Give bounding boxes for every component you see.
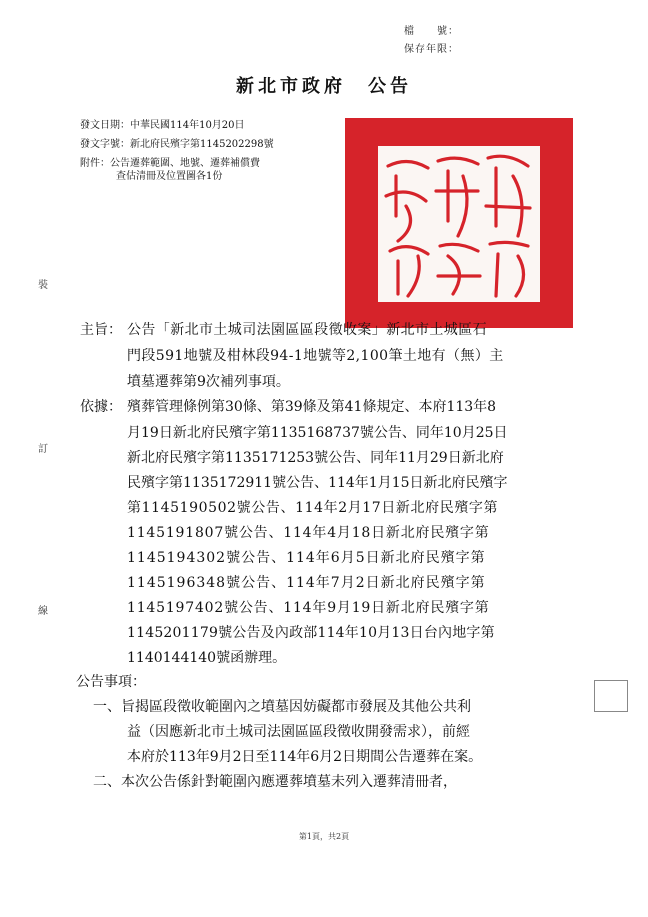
subject-label: 主旨： [80, 322, 122, 338]
basis-line-2: 月19日新北府民殯字第1135168737號公告、同年10月25日 [127, 425, 508, 441]
basis-line-1: 殯葬管理條例第30條、第39條及第41條規定、本府113年8 [127, 399, 497, 415]
subject-line-1: 公告「新北市土城司法園區區段徵收案」新北市土城區石 [127, 322, 487, 338]
basis-line-5: 第1145190502號公告、114年2月17日新北府民殯字第 [127, 500, 499, 516]
basis-label: 依據： [80, 399, 122, 415]
small-stamp [594, 680, 628, 712]
notice-item-1-line-1: 一、旨揭區段徵收範圍內之墳墓因妨礙都市發展及其他公共利 [93, 699, 471, 715]
binding-mark-2: 訂 [38, 444, 48, 455]
subject-line-2: 門段591地號及柑林段94-1地號等2,100筆土地有（無）主 [127, 348, 504, 364]
basis-line-4: 民殯字第1135172911號公告、114年1月15日新北府民殯字 [127, 475, 508, 491]
page-footer: 第1頁，共2頁 [298, 832, 350, 841]
seal-glyphs-icon [378, 146, 540, 302]
notice-item-1-line-3: 本府於113年9月2日至114年6月2日期間公告遷葬在案。 [127, 749, 483, 765]
binding-mark-3: 線 [38, 606, 48, 617]
notice-item-2-line-1: 二、本次公告係針對範圍內應遷葬墳墓未列入遷葬清冊者， [93, 774, 457, 790]
attachment-line-1: 附件：公告遷葬範圍、地號、遷葬補償費 [80, 158, 260, 169]
basis-line-6: 1145191807號公告、114年4月18日新北府民殯字第 [127, 525, 490, 541]
basis-line-3: 新北府民殯字第1135171253號公告、同年11月29日新北府 [127, 450, 504, 466]
notice-label: 公告事項： [76, 674, 146, 690]
subject-line-3: 墳墓遷葬第9次補列事項。 [127, 374, 290, 390]
document-kind: 公告 [368, 76, 412, 97]
basis-line-11: 1140144140號函辦理。 [127, 650, 287, 666]
basis-line-10: 1145201179號公告及內政部114年10月13日台內地字第 [127, 625, 495, 641]
agency-name: 新北市政府 [236, 76, 346, 97]
official-seal [345, 118, 573, 328]
binding-mark-1: 裝 [38, 280, 48, 291]
basis-line-9: 1145197402號公告、114年9月19日新北府民殯字第 [127, 600, 490, 616]
document-number: 發文字號：新北府民殯字第1145202298號 [80, 139, 274, 150]
notice-item-1-line-2: 益（因應新北市土城司法園區區段徵收開發需求），前經 [127, 724, 470, 740]
issue-date: 發文日期：中華民國114年10月20日 [80, 120, 245, 131]
retention-period-label: 保存年限： [404, 44, 459, 55]
attachment-line-2: 查估清冊及位置圖各1份 [116, 171, 223, 182]
basis-line-7: 1145194302號公告、114年6月5日新北府民殯字第 [127, 550, 486, 566]
document-title [0, 72, 648, 98]
basis-line-8: 1145196348號公告、114年7月2日新北府民殯字第 [127, 575, 486, 591]
file-number-label: 檔 號： [404, 26, 459, 37]
